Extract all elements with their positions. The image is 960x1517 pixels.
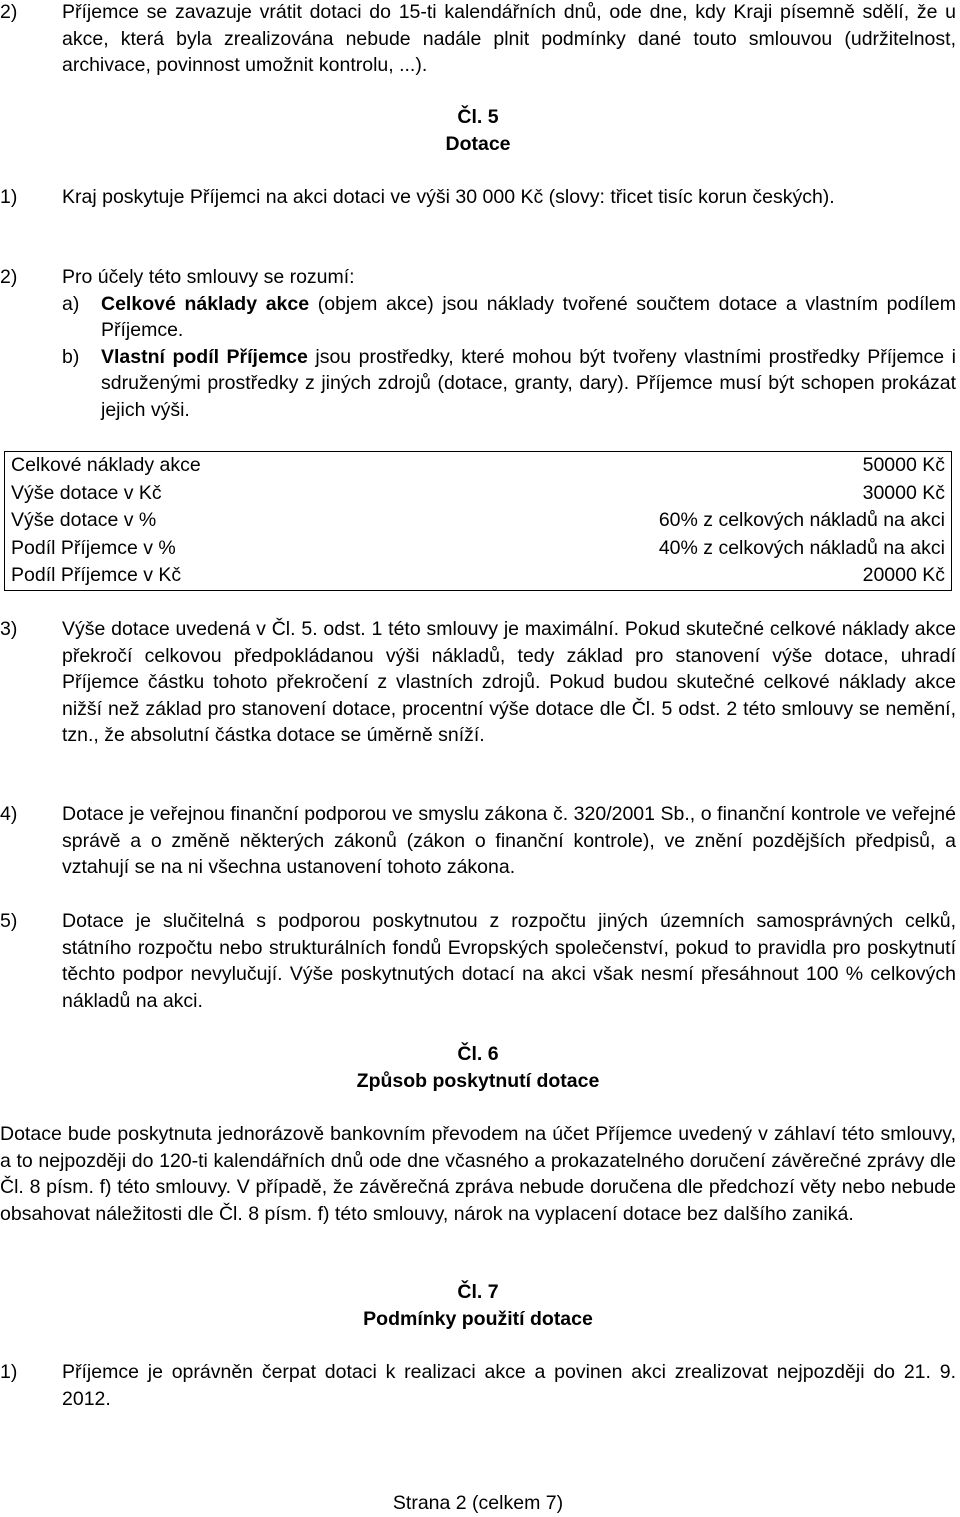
table-label: Podíl Příjemce v % xyxy=(11,536,176,559)
paragraph-text: Dotace je veřejnou finanční podporou ve smyslu zákona č. 320/2001 Sb., o finanční kontrole ve veřejné správě a o změně některých zákonů (zákon o finanční kontrole), ve znění pozdějších předpisů, a vztahují se na ni všechna ustanovení tohoto zákona. xyxy=(62,803,956,878)
paragraph-top xyxy=(0,0,956,79)
table-value: 40% z celkových nákladů na akci xyxy=(658,536,945,559)
paragraph-number: 1) xyxy=(0,1361,18,1383)
article-6-number: Čl. 6 xyxy=(457,1043,499,1065)
definition-a xyxy=(62,291,956,344)
article-5-paragraph-5 xyxy=(0,908,956,1014)
table-row xyxy=(5,535,952,563)
paragraph-number: 4) xyxy=(0,803,18,825)
table-row xyxy=(5,507,952,535)
definition-label: a) xyxy=(62,292,80,315)
table-value: 50000 Kč xyxy=(862,454,945,476)
paragraph-text: Dotace je slučitelná s podporou poskytnutou z rozpočtu jiných územních samosprávných celků, státního rozpočtu nebo strukturálních fondů Evropských společenství, pokud to pravidla pro poskytnutí těchto podpor nevylučují. Výše poskytnutých dotací na akci však nesmí přesáhnout 100 % celkových nákladů na akci. xyxy=(62,910,956,1012)
definition-b xyxy=(62,344,956,424)
paragraph-number: 3) xyxy=(0,618,18,640)
paragraph-number: 5) xyxy=(0,910,18,932)
financial-table xyxy=(4,451,952,591)
article-7-title: Podmínky použití dotace xyxy=(363,1308,593,1330)
table-label: Celkové náklady akce xyxy=(11,454,201,476)
article-5-paragraph-3 xyxy=(0,616,956,749)
table-label: Výše dotace v % xyxy=(11,509,157,531)
paragraph-text: Výše dotace uvedená v Čl. 5. odst. 1 této smlouvy je maximální. Pokud skutečné celkové náklady akce překročí celkovou předpokládanou výši nákladů, tedy základ pro stanovení výše dotace, uhradí Příjemce částku tohoto překročení z vlastních zdrojů. Pokud budou skutečné celkové náklady akce nižší než základ pro stanovení dotace, procentní výše dotace dle Čl. 5 odst. 2 této smlouvy se nemění, tzn., že absolutní částka dotace se úměrně sníží. xyxy=(62,618,956,746)
definition-description: (objem akce) jsou náklady tvořené součtem dotace a vlastním podílem Příjemce. xyxy=(101,292,956,341)
table-value: 60% z celkových nákladů na akci xyxy=(658,509,945,531)
table-row xyxy=(5,480,952,508)
paragraph-number: 2) xyxy=(0,266,18,288)
definition-description: jsou prostředky, které mohou být tvořeny vlastními prostředky Příjemce i sdruženými prostředky z jiných zdrojů (dotace, granty, dary). Příjemce musí být schopen prokázat jejich výši. xyxy=(101,345,956,421)
article-6-title: Způsob poskytnutí dotace xyxy=(356,1070,600,1092)
article-7-number: Čl. 7 xyxy=(457,1281,499,1303)
paragraph-text: Příjemce se zavazuje vrátit dotaci do 15-ti kalendářních dnů, ode dne, kdy Kraji písemně sdělí, že u akce, která byla zrealizována nebude nadále plnit podmínky dané touto smlouvou (udržitelnost, archivace, povinnost umožnit kontrolu, ...). xyxy=(62,1,956,76)
table-value: 20000 Kč xyxy=(862,564,945,586)
article-5-paragraph-4 xyxy=(0,801,956,881)
definition-text xyxy=(101,344,956,424)
definition-term: Celkové náklady akce xyxy=(101,292,310,315)
article-5-paragraph-2 xyxy=(0,264,956,423)
article-5-title: Dotace xyxy=(445,133,511,155)
paragraph-number: 2) xyxy=(0,1,18,23)
table-value: 30000 Kč xyxy=(862,481,945,504)
table-label: Výše dotace v Kč xyxy=(11,481,162,504)
paragraph-intro: Pro účely této smlouvy se rozumí: xyxy=(62,266,355,288)
definition-term: Vlastní podíl Příjemce xyxy=(101,345,308,368)
paragraph-body xyxy=(62,264,956,423)
article-5-number: Čl. 5 xyxy=(457,106,499,128)
paragraph-number: 1) xyxy=(0,186,18,208)
paragraph-text: Kraj poskytuje Příjemci na akci dotaci ve výši 30 000 Kč (slovy: třicet tisíc korun českých). xyxy=(62,186,835,208)
table-label: Podíl Příjemce v Kč xyxy=(11,564,182,586)
article-7-paragraph-1 xyxy=(0,1359,956,1412)
definition-label: b) xyxy=(62,345,80,368)
article-6-text: Dotace bude poskytnuta jednorázově bankovním převodem na účet Příjemce uvedený v záhlaví této smlouvy, a to nejpozději do 120-ti kalendářních dnů ode dne včasného a prokazatelného doručení závěrečné zprávy dle Čl. 8 písm. f) této smlouvy. V případě, že závěrečná zpráva nebude doručena dle předchozí věty nebo nebude obsahovat náležitosti dle Čl. 8 písm. f) této smlouvy, nárok na vyplacení dotace bez dalšího zaniká. xyxy=(0,1123,956,1225)
page-footer: Strana 2 (celkem 7) xyxy=(392,1492,564,1514)
article-5-paragraph-1 xyxy=(0,184,956,211)
definition-text xyxy=(101,291,956,344)
table-row xyxy=(5,452,952,480)
table-row xyxy=(5,562,952,590)
paragraph-text: Příjemce je oprávněn čerpat dotaci k realizaci akce a povinen akci zrealizovat nejpozději do 21. 9. 2012. xyxy=(62,1361,956,1410)
